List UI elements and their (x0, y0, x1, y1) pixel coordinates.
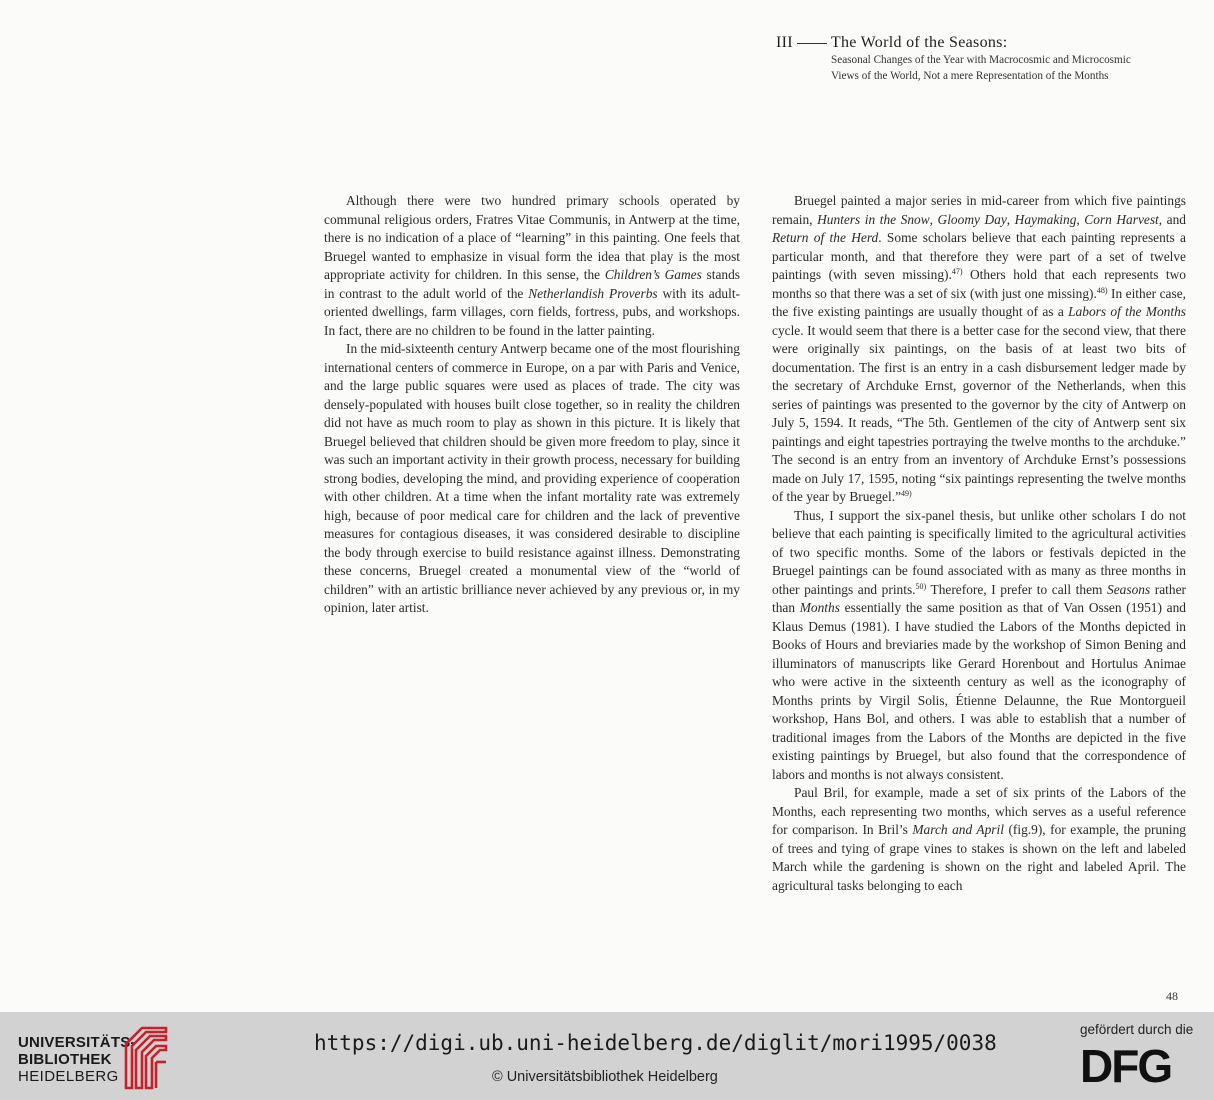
right-text-column (772, 192, 1186, 895)
text-run: , (1006, 211, 1015, 227)
text-run: , and (1158, 211, 1186, 227)
chapter-number: III (776, 34, 793, 51)
painting-title: Netherlandish Proverbs (528, 285, 658, 301)
text-run: rather than (772, 581, 1186, 615)
chapter-heading (776, 34, 1196, 52)
library-name-line-1: UNIVERSITÄTS- (18, 1034, 136, 1051)
text-run: , (929, 211, 938, 227)
text-run: Bruegel painted a major series in mid-career from which five paintings remain, (772, 193, 1186, 227)
chapter-subtitle-line-1: Seasonal Changes of the Year with Macrocosmic and Microcosmic (831, 54, 1131, 66)
dfg-logo[interactable]: DFG (1080, 1040, 1172, 1092)
heading-dash (797, 43, 827, 44)
text-run: Although there were two hundred primary schools operated by communal religious orders, Fratres Vitae Communis, in Antwerp at the time, there is no indication of a place of “learning” in this painting. One feels that Bruegel wanted to emphasize in visual form the idea that play is the most appropriate activity for children. In this sense, the (324, 193, 740, 282)
text-run: . Some scholars believe that each painting represents a particular month, and that therefore they were part of a set of twelve paintings (with seven missing). (772, 230, 1187, 282)
painting-title: Children’s Games (604, 267, 702, 282)
painting-title: Haymaking (1014, 211, 1077, 227)
page-number: 48 (1166, 989, 1178, 1003)
paragraph (772, 192, 1186, 507)
text-run: essentially the same position as that of Van Ossen (1951) and Klaus Demus (1981). I have studied the Labors of the Months depicted in Books of Hours and breviaries made by the workshop of Simon Bening and illuminators of manuscripts like Gerard Horenbout and Hortulus Animae who were active in the sixteenth century as well as the iconography of Months prints by Virgil Solis, Étienne Delaunne, the Rue Montorgueil workshop, Hans Bol, and others. I was able to establish that a number of traditional images from the Labors of the Months are depicted in the five existing paintings by Bruegel, but also found that the correspondence of labors and months is not always consistent. (772, 600, 1186, 782)
painting-title: Labors of the Months (1068, 304, 1186, 319)
chapter-subtitle-line-2: Views of the World, Not a mere Representation of the Months (831, 70, 1109, 82)
footnote-ref: 47) (951, 267, 963, 276)
text-run: , (1076, 211, 1085, 227)
permalink-url[interactable]: https://digi.ub.uni-heidelberg.de/diglit/mori1995/0038 (314, 1031, 997, 1055)
text-run: In either case, the five existing paintings are usually thought of as a (772, 285, 1186, 319)
text-run: Therefore, I prefer to call them (926, 581, 1108, 597)
painting-title: Gloomy Day (937, 211, 1007, 227)
text-run: (fig.9), for example, the pruning of trees and tying of grape vines to stakes is shown on the left and labeled March while the gardening is shown on the right and labeled April. The agricultural tasks belonging to each (772, 822, 1186, 893)
text-run: cycle. It would seem that there is a better case for the second view, that there were originally six paintings, on the basis of at least two bits of documentation. The first is an entry in a cash disbursement ledger made by the secretary of Archduke Ernst, governor of the Netherlands, when this series of paintings was presented to the governor by the city of Antwerp on July 5, 1594. It reads, “The 5th. Gentlemen of the city of Antwerp sent six paintings and eight tapestries portraying the twelve months to the archduke.” The second is an entry from an inventory of Archduke Ernst’s possessions made on July 17, 1595, noting “six paintings representing the twelve months of the year by Bruegel.” (772, 322, 1186, 504)
painting-title: Hunters in the Snow (817, 211, 930, 227)
library-name-line-2: BIBLIOTHEK (18, 1051, 112, 1068)
paragraph (324, 192, 740, 340)
text-run: with its adult-oriented dwellings, farm villages, corn fields, fortress, pubs, and workshops. In fact, there are no children to be found in the latter painting. (324, 285, 740, 338)
copyright-notice: © Universitätsbibliothek Heidelberg (492, 1069, 718, 1085)
footnote-ref: 49) (901, 489, 912, 498)
text-run: Paul Bril, for example, made a set of six prints of the Labors of the Months, each representing two months, which serves as a useful reference for comparison. In Bril’s (772, 785, 1186, 837)
emphasis-term: Months (799, 600, 840, 615)
library-logo-text[interactable] (18, 1034, 136, 1085)
paragraph (772, 784, 1186, 895)
funding-text: gefördert durch die (1080, 1022, 1194, 1037)
paragraph: In the mid-sixteenth century Antwerp became one of the most flourishing international centers of commerce in Europe, on a par with Paris and Venice, and the large public squares were used as places of trade. The city was densely-populated with houses built close together, so in reality the children did not have as much room to play as shown in this picture. It is likely that Bruegel believed that children should be given more freedom to play, since it was such an important activity in their growth process, necessary for building strong bodies, developing the mind, and providing experience of cooperation with other children. At a time when the infant mortality rate was extremely high, because of poor medical care for children and the lack of preventive measures for contagious diseases, it was considered desirable to discipline the body through exercise to build resistance against illness. Demonstrating these concerns, Bruegel created a monumental view of the “world of children” with an artistic brilliance never achieved by any previous or, in my opinion, later artist. (324, 341, 740, 615)
painting-title: Return of the Herd (772, 230, 879, 245)
library-building-icon[interactable] (122, 1022, 170, 1092)
painting-title: Corn Harvest (1084, 211, 1159, 227)
running-head (776, 34, 1196, 84)
footer-bar (0, 1012, 1214, 1100)
emphasis-term: Seasons (1107, 581, 1151, 597)
footnote-ref: 48) (1096, 285, 1108, 295)
footnote-ref: 50) (915, 581, 927, 591)
text-run: Thus, I support the six-panel thesis, but unlike other scholars I do not believe that each painting is specifically limited to the agricultural activities of two specific months. Some of the labors or festivals depicted in the Bruegel paintings can be found associated with as many as three months in other paintings and prints. (772, 507, 1186, 597)
chapter-title: The World of the Seasons: (830, 34, 1008, 51)
left-text-column (324, 192, 740, 618)
library-name-line-3: HEIDELBERG (18, 1068, 119, 1085)
painting-title: March and April (912, 822, 1004, 837)
text-run: Others hold that each represents two months so that there was a set of six (with just one missing). (772, 267, 1186, 301)
text-run: stands in contrast to the adult world of the (324, 267, 740, 301)
paragraph (772, 507, 1186, 785)
